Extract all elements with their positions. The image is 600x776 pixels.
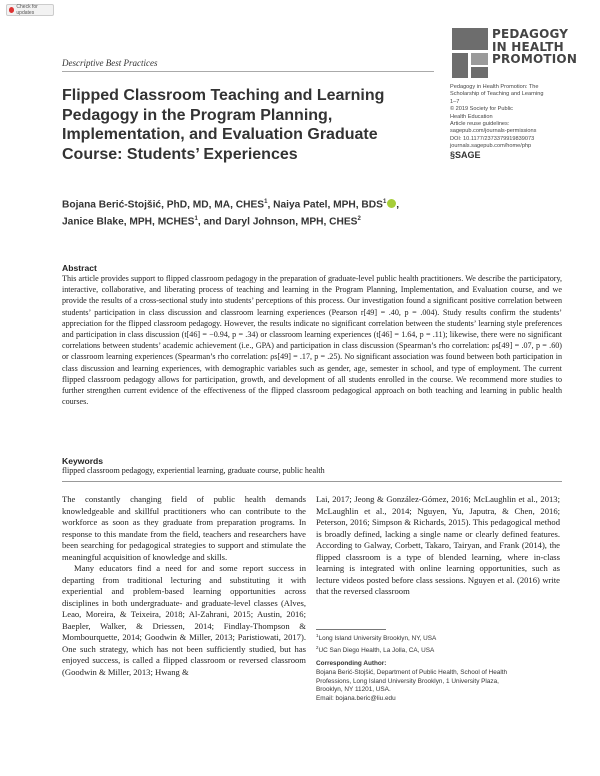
journal-info-line: Scholarship of Teaching and Learning (450, 91, 544, 98)
journal-logo (452, 28, 597, 78)
abstract-heading: Abstract (62, 263, 97, 273)
journal-info-line: 1–7 (450, 98, 460, 105)
affiliation-1: Long Island University Brooklyn, NY, USA (318, 635, 437, 643)
logo-text-line-2: IN HEALTH (492, 39, 564, 54)
author-1-affiliation: 1 (264, 199, 268, 205)
affiliation-2: UC San Diego Health, La Jolla, CA, USA (318, 646, 435, 654)
author-3-affiliation: 1 (194, 216, 198, 223)
author-list: Bojana Berić-Stojšić, PhD, MD, MA, CHES$^1$, Naiya Patel, MPH, BDS$^1$ , Janice Blake, MPH, MCHES$^1$, and Daryl Johnson, MPH, CHES$^2$ (62, 199, 400, 228)
journal-info-line: © 2019 Society for Public (450, 106, 513, 113)
body-column-left (62, 494, 306, 678)
journal-info-line[interactable]: DOI: 10.1177/2373379919839073 (450, 135, 535, 142)
journal-info-line: Health Education (450, 113, 493, 120)
journal-logo-mark-icon (452, 28, 488, 78)
journal-info (450, 84, 598, 151)
author-4-affiliation: 2 (357, 216, 361, 223)
header-divider (62, 71, 434, 72)
sage-icon: § (450, 150, 456, 160)
corresponding-author-line: Bojana Berić-Stojšić, Department of Public Health, School of Health (316, 669, 508, 677)
check-for-updates-label: Check for updates (16, 4, 38, 16)
footnotes: $^1$Long Island University Brooklyn, NY, USA $^2$UC San Diego Health, La Jolla, CA, USA Corresponding Author: Bojana Berić-Stojšić, Department of Public Health, School of Health Professions, Long Island University Brooklyn, 1 University Plaza, Brooklyn, NY 11201, USA. Email: bojana.beric@liu.edu (316, 632, 564, 703)
author-2: , Naiya Patel, MPH, BDS (267, 199, 383, 211)
keywords-text: flipped classroom pedagogy, experiential learning, graduate course, public health (62, 466, 325, 475)
orcid-icon[interactable] (387, 199, 396, 208)
corresponding-author-line: Professions, Long Island University Brooklyn, 1 University Plaza, (316, 677, 499, 685)
keywords-divider (62, 481, 562, 482)
journal-info-line: Pedagogy in Health Promotion: The (450, 84, 539, 90)
publisher-name: SAGE (455, 150, 481, 160)
body-paragraph: The constantly changing field of public health demands knowledgeable and skillful practitioners who can contribute to the workforce as soon as they graduate from preparation programs. In response to this mandate from the field, teachers and researchers have been searching for pedagogical strategies to support and stimulate the meaningful acquisition of knowledge and skills. (62, 494, 306, 562)
corresponding-author-heading: Corresponding Author: (316, 660, 387, 668)
author-3: Janice Blake, MPH, MCHES (62, 216, 195, 228)
article-title: Flipped Classroom Teaching and Learning Pedagogy in the Program Planning, Implementation, and Evaluation Graduate Course: Students’ Experiences (62, 87, 385, 163)
author-2-affiliation: 1 (382, 199, 387, 205)
corresponding-author-email[interactable]: Email: bojana.beric@liu.edu (316, 694, 396, 702)
keywords-heading: Keywords (62, 456, 104, 466)
journal-info-line[interactable]: journals.sagepub.com/home/php (450, 143, 532, 150)
publisher-logo (450, 150, 481, 160)
crossmark-icon (9, 7, 14, 13)
author-1: Bojana Berić-Stojšić, PhD, MD, MA, CHES (62, 199, 265, 211)
logo-text-line-1: PEDAGOGY (492, 27, 569, 41)
corresponding-author-line: Brooklyn, NY 11201, USA. (316, 686, 391, 694)
abstract-text: This article provides support to flipped classroom pedagogy in the preparation of graduate-level public health practitioners. We describe the participatory, interactive, collaborative, and liberating process of teaching and learning in the Program Planning, Implementation, and Evaluation course, and we provide the results of a cross-sectional study into students’ perceptions of this process. Our investigation found a significant positive correlation between students’ participation in class discussion and classroom learning experiences (Pearson r[49] = .40, p = .004). Study results confirm the students’ appreciation for the flipped classroom pedagogy. However, the results indicate no significant correlation between the students’ learning style preferences and participation in class discussion (t[46] = −0.94, p = .34) or classroom learning experiences (t[46] = 1.64, p = .11); likewise, there were no significant correlations between students’ academic achievement (i.e., GPA) and participation in class discussion (Spearman’s rho correlation: ρs[49] = .07, p = .60) or classroom learning experiences (Spearman’s rho correlation: ρs[49] = .17, p = .25). No significant association was found between both participation in class discussion and learning experiences, with demographic variables such as gender, age, semester in school, and type of employment. The current flipped classroom pedagogy allows for participation, growth, and development of all students enrolled in the course. We recommend more studies to further strengthen current evidence of the effectiveness of the flipped classroom pedagogical approach on both teaching and learning in public health courses. (62, 274, 562, 407)
footnote-divider (316, 629, 386, 630)
body-paragraph: Lai, 2017; Jeong & González-Gómez, 2016; McLaughlin et al., 2013; McLaughlin et al., 2014; Nguyen, Yu, Japutra, & Chen, 2016; Peterson, 2016; Simpson & Richards, 2015). This pedagogical method is broadly defined, lacking a single name or clearly defined features. According to Galway, Corbett, Takaro, Tairyan, and Frank (2014), the flipped classroom is a type of blended learning, where in-class learning is integrated with online learning opportunities, such as lecture videos posted before class sessions. Nguyen et al. (2016) write that the reversed classroom (316, 494, 560, 596)
logo-text-line-3: PROMOTION (492, 52, 578, 66)
body-column-right (316, 494, 560, 598)
journal-info-line[interactable]: sagepub.com/journals-permissions (450, 128, 537, 135)
journal-info-line: Article reuse guidelines: (450, 121, 510, 128)
author-4: , and Daryl Johnson, MPH, CHES (197, 216, 358, 228)
body-paragraph: Many educators find a need for and some report success in departing from traditional lecturing and substituting it with experiential and problem-based learning opportunities across disciplines in both undergraduate- and graduate-level classes (Alves, Leao, Moreira, & Teixeira, 2018; Al-Zahrani, 2015; Austin, 2016; Baepler, Walker, & Driessen, 2014; Findlay-Thompson & Mombourquette, 2014; Goodwin & Miller, 2013; Paristiowati, 2017). One such strategy, which has not been sufficiently studied, but has enjoyed success, is called a flipped classroom or reversed classroom (Goodwin & Miller, 2013; Hwang & (62, 563, 306, 677)
check-for-updates-badge[interactable] (6, 4, 54, 16)
section-label: Descriptive Best Practices (62, 58, 158, 68)
